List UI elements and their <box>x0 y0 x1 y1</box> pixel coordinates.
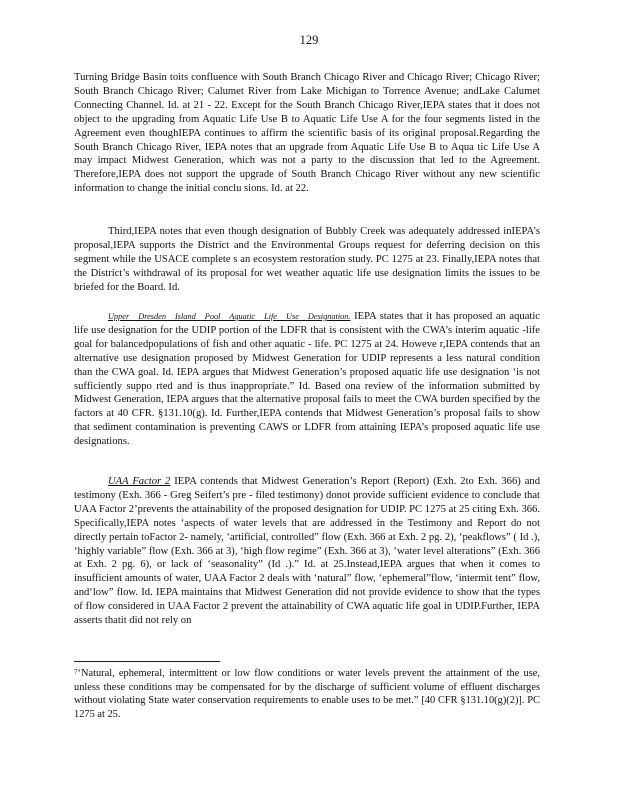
footnote-marker: 7 <box>74 668 78 676</box>
paragraph-udip <box>74 310 540 449</box>
udip-text: IEPA states that it has proposed an aquatic life use designation for the UDIP portion of the LDFR that is consistent with the CWA’s interim aquatic -life goal for balancedpopulations of fish and other aquatic - life. PC 1275 at 24. Howeve r,IEPA contends that an alternative use designation proposed by Midwest Generation for UDIP represents a less natural condition than the CWA goal. Id. IEPA argues that Midwest Generation’s proposed aquatic life use designation ‘is not sufficiently suppo rted and is thus inappropriate.” Id. Based ona review of the information submitted by Midwest Generation, IEPA argues that the alternative proposal fails to meet the CWA burden specified by the factors at 40 CFR. §131.10(g). Id. Further,IEPA contends that Midwest Generation’s proposal fails to show that sediment contamination is preventing CAWS or LDFR from attaining IEPA’s proposed aquatic life use designations. <box>74 311 540 448</box>
paragraph-uaa-factor-2 <box>74 475 540 628</box>
footnote-divider <box>74 661 220 662</box>
udip-heading: Upper Dresden Island Pool Aquatic Life Use Designation. <box>108 312 351 321</box>
paragraph-1-text: Turning Bridge Basin toits confluence with South Branch Chicago River and Chicago River; Chicago River; South Branch Chicago River; Calumet River from Lake Michigan to Torrence Avenue; andLake Calumet Connecting Channel. Id. at 21 - 22. Except for the South Branch Chicago River,IEPA states that it does not object to the upgrading from Aquatic Life Use B to Aquatic Life Use A for the four segments listed in the Agreement even thoughIEPA continues to affirm the scientific basis of its original proposal.Regarding the South Branch Chicago River, IEPA notes that an upgrade from Aquatic Life Use B to Aqua tic Life Use A may impact Midwest Generation, which was not a party to the discussion that led to the Agreement. Therefore,IEPA does not support the upgrade of South Branch Chicago River without any new scientific information to change the initial conclu sions. Id. at 22. <box>74 72 540 195</box>
paragraph-1 <box>74 71 540 196</box>
footnote <box>74 667 540 721</box>
paragraph-2 <box>74 225 540 295</box>
paragraph-2-text: Third,IEPA notes that even though designation of Bubbly Creek was adequately addressed inIEPA’s proposal,IEPA supports the District and the Environmental Groups request for deferring decision on this segment while the USACE complete s an ecosystem restoration study. PC 1275 at 23. Finally,IEPA notes that the District’s withdrawal of its proposal for wet weather aquatic life use designation limits the issues to be briefed for the Board. Id. <box>74 226 540 293</box>
uaa-factor-text: IEPA contends that Midwest Generation’s Report (Report) (Exh. 2to Exh. 366) and testimony (Exh. 366 - Greg Seifert’s pre - filed testimony) donot provide sufficient evidence to conclude that UAA Factor 2’prevents the attainability of the proposed designation for UDIP. PC 1275 at 25 citing Exh. 366. Specifically,IEPA notes ‘aspects of water levels that are addressed in the Testimony and Report do not directly pertain toFactor 2- namely, ‘artificial, controlled” flow (Exh. 366 at Exh. 2 pg. 2), ‘peakflows” ( Id .), ‘highly variable” flow (Exh. 366 at 3), ‘high flow regime” (Exh. 366 at 3), ‘water level alterations” (Exh. 366 at Exh. 2 pg. 6), or lack of ‘seasonality” (Id .).” Id. at 25.Instead,IEPA argues that when it comes to insufficient amounts of water, UAA Factor 2 deals with ‘natural” flow, ‘ephemeral”flow, ‘intermit tent” flow, and‘low” flow. Id. IEPA maintains that Midwest Generation did not provide evidence to show that the types of flow considered in UAA Factor 2 prevent the attainability of CWA aquatic life goal in UDIP.Further, IEPA asserts thatit did not rely on <box>74 476 540 627</box>
uaa-factor-heading: UAA Factor 2 <box>108 476 171 487</box>
footnote-text: ‘Natural, ephemeral, intermittent or low flow conditions or water levels prevent the attainment of the use, unless these conditions may be compensated for by the discharge of sufficient volume of effluent discharges without violating State water conservation requirements to enable uses to be met.” [40 CFR §131.10(g)(2)]. PC 1275 at 25. <box>74 668 540 720</box>
page-number: 129 <box>299 33 319 47</box>
